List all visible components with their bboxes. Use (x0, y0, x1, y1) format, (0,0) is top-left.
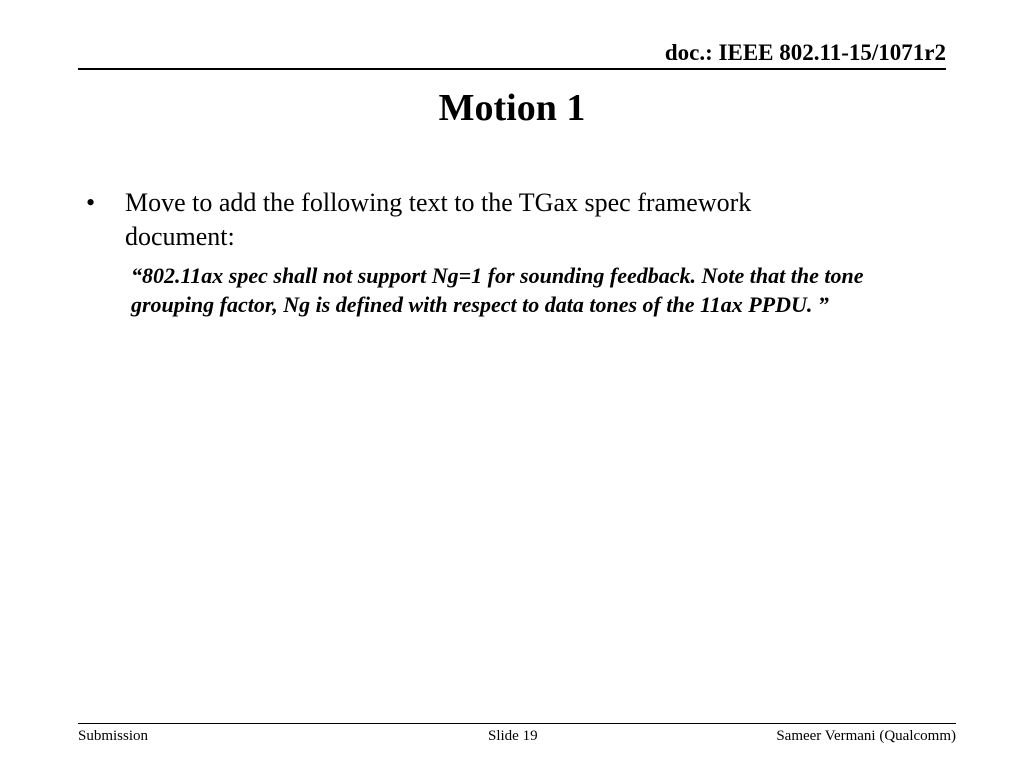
slide-title: Motion 1 (438, 87, 586, 129)
bullet-marker: • (86, 188, 96, 217)
footer-submission: Submission (78, 728, 149, 744)
document-id: doc.: IEEE 802.11-15/1071r2 (664, 40, 946, 65)
header-divider (78, 68, 946, 70)
motion-quote: “802.11ax spec shall not support Ng=1 for sounding feedback. Note that the tone grouping factor, Ng is defined with respect to data tones of the 11ax PPDU. ” (131, 263, 864, 317)
footer-divider (78, 723, 956, 724)
bullet-text: Move to add the following text to the TGax spec framework document: (125, 188, 752, 251)
footer-author: Sameer Vermani (Qualcomm) (776, 728, 956, 744)
footer-slide-number: Slide 19 (488, 728, 538, 744)
